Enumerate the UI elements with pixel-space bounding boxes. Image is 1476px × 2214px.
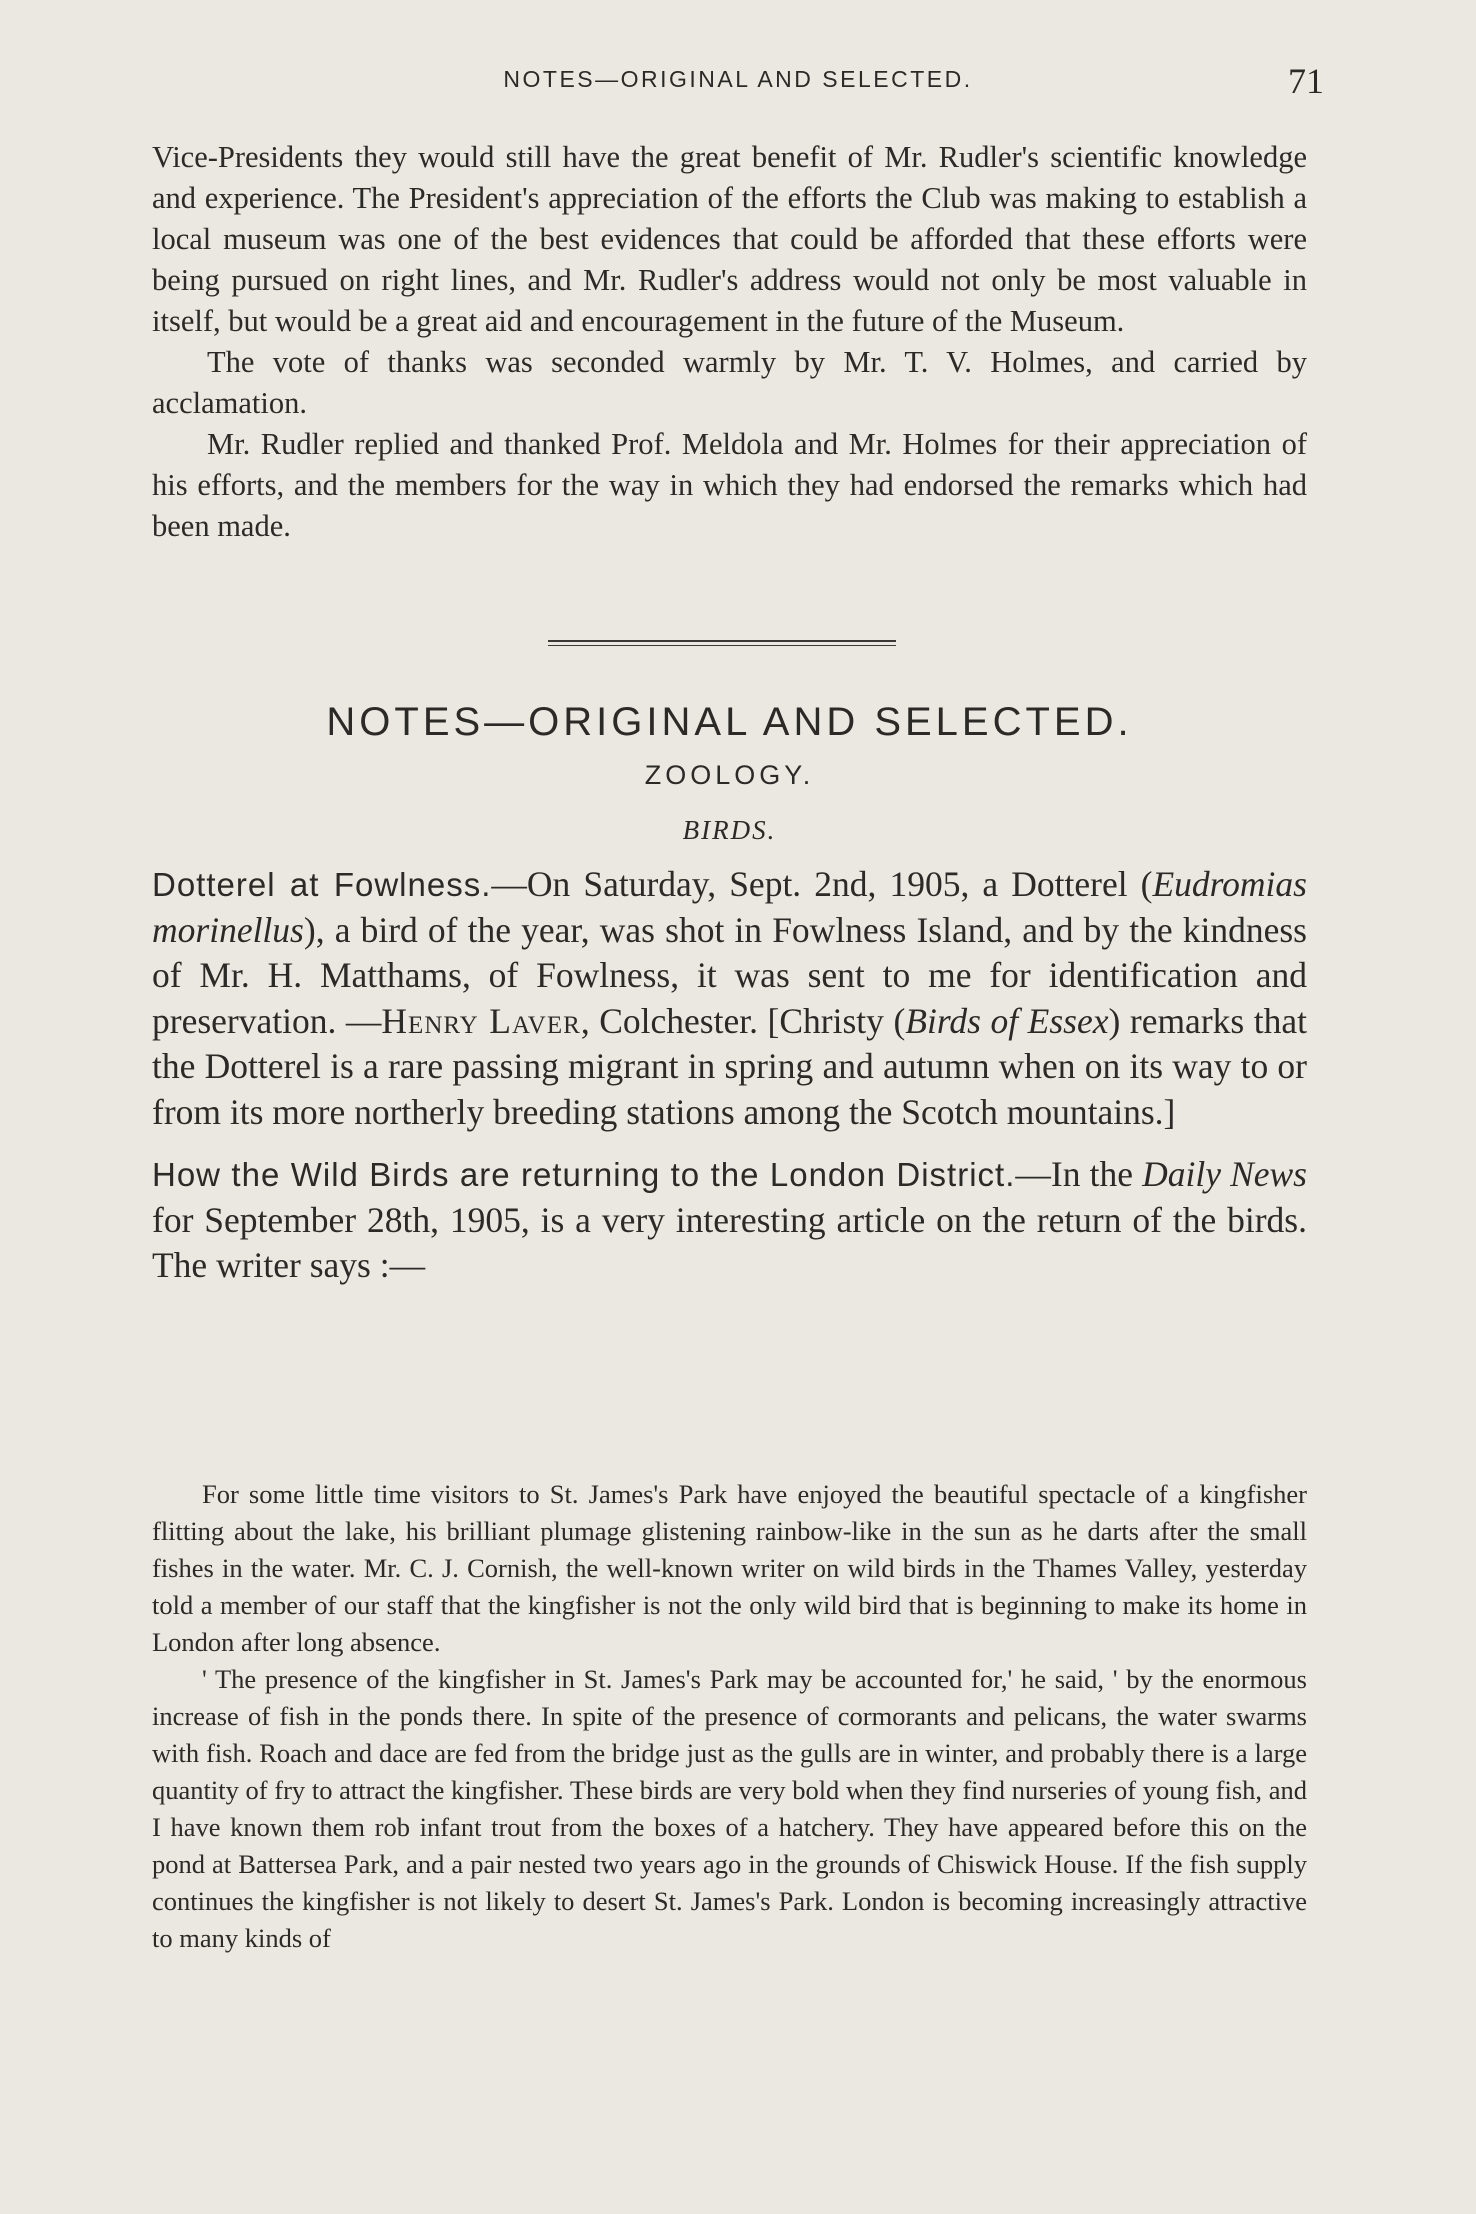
intro-paragraph-2: The vote of thanks was seconded warmly by Mr. T. V. Holmes, and carried by acclamation. [152, 345, 1307, 420]
note-text: ) remarks that the Dotterel is a rare passing migrant in spring and autumn when on its way to or from its more northerly breeding stations among the Scotch mountains.] [152, 1000, 1308, 1132]
note-text: —On Saturday, Sept. 2nd, 1905, a Dotterel ( [491, 864, 1153, 904]
note-title: How the Wild Birds are returning to the London District. [152, 1156, 1016, 1193]
note-text: —In the [1015, 1154, 1143, 1194]
section-title: NOTES—ORIGINAL AND SELECTED. [326, 700, 1133, 744]
intro-paragraph-1: Vice-Presidents they would still have the great benefit of Mr. Rudler's scientific knowledge and experience. The President's appreciation of the efforts the Club was making to establish a local museum was one of the best evidences that could be afforded that these efforts were being pursued on right lines, and Mr. Rudler's address would not only be most valuable in itself, but would be a great aid and encouragement in the future of the Museum. [152, 140, 1307, 338]
quoted-article [152, 1476, 1307, 1957]
author-name: Henry Laver [381, 1000, 581, 1041]
note-dotterel [152, 862, 1307, 1135]
note-text: , Colchester. [Christy ( [580, 1000, 906, 1041]
newspaper-title: Daily News [1142, 1154, 1307, 1194]
species-name: Eudromias morinellus [152, 864, 1307, 950]
intro-paragraph-3: Mr. Rudler replied and thanked Prof. Meldola and Mr. Holmes for their appreciation of his efforts, and the members for the way in which they had endorsed the remarks which had been made. [152, 427, 1307, 543]
running-head: NOTES—ORIGINAL AND SELECTED. [503, 66, 973, 92]
note-wild-birds [152, 1152, 1307, 1289]
intro-text [152, 137, 1307, 547]
note-text: for September 28th, 1905, is a very interesting article on the return of the birds. The writer says :— [152, 1199, 1307, 1285]
book-title: Birds of Essex [905, 1000, 1109, 1041]
note-title: Dotterel at Fowlness. [152, 866, 492, 903]
notes-body [152, 862, 1307, 1306]
subsection-title: ZOOLOGY. [644, 760, 815, 790]
page-number: 71 [1288, 61, 1324, 101]
quote-paragraph-1: For some little time visitors to St. James's Park have enjoyed the beautiful spectacle of a kingfisher flitting about the lake, his brilliant plumage glistening rainbow-like in the sun as he darts after the small fishes in the water. Mr. C. J. Cornish, the well-known writer on wild birds in the Thames Valley, yesterday told a member of our staff that the kingfisher is not the only wild bird that is beginning to make its home in London after long absence. [152, 1479, 1307, 1657]
subsubsection-title: BIRDS. [682, 815, 777, 845]
note-text: ), a bird of the year, was shot in Fowlness Island, and by the kindness of Mr. H. Matthams, of Fowlness, it was sent to me for identification and preservation. — [152, 909, 1307, 1041]
section-divider [548, 640, 896, 646]
page-header [152, 60, 1324, 110]
quote-paragraph-2: ' The presence of the kingfisher in St. James's Park may be accounted for,' he said, ' by the enormous increase of fish in the ponds there. In spite of the presence of cormorants and pelicans, the water swarms with fish. Roach and dace are fed from the bridge just as the gulls are in winter, and probably there is a large quantity of fry to attract the kingfisher. These birds are very bold when they find nurseries of young fish, and I have known them rob infant trout from the boxes of a hatchery. They have appeared before this on the pond at Battersea Park, and a pair nested two years ago in the grounds of Chiswick House. If the fish supply continues the kingfisher is not likely to desert St. James's Park. London is becoming increasingly attractive to many kinds of [152, 1664, 1307, 1953]
